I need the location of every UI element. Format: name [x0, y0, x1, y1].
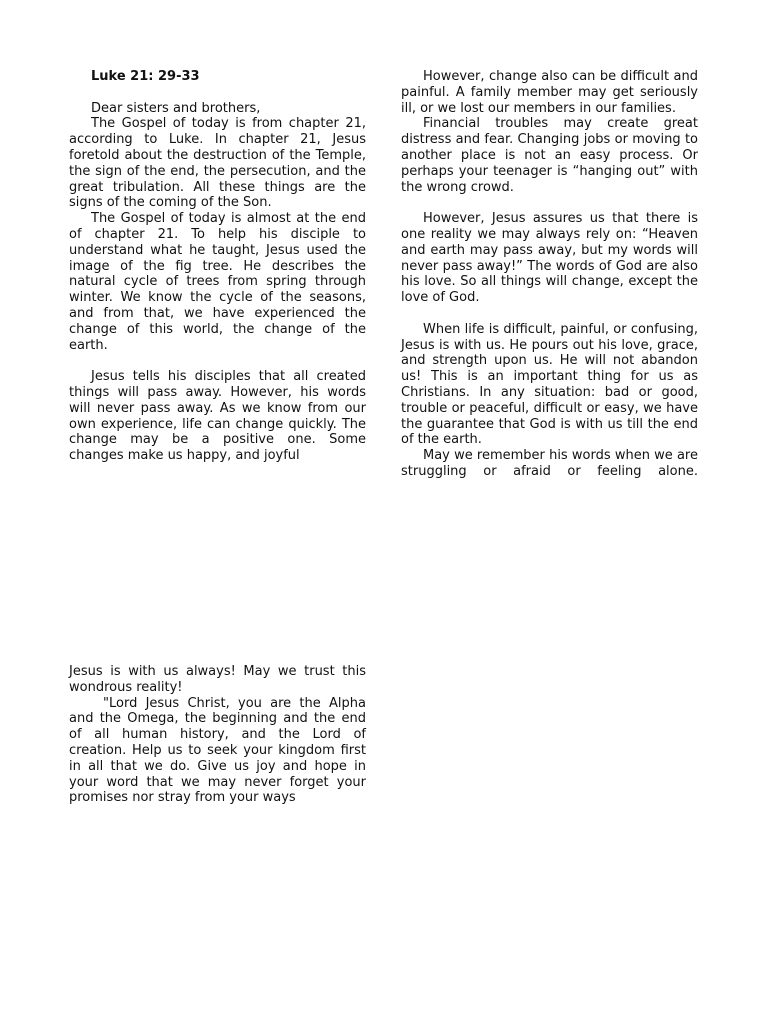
- paragraph-gospel-intro: The Gospel of today is from chapter 21, according to Luke. In chapter 21, Jesus foretold about the destruction of the Temple, the sign of the end, the persecution, and the great tribulation. All these things are the signs of the coming of the Son.: [69, 116, 366, 211]
- paragraph-change-difficult: However, change also can be difficult and painful. A family member may get seriously ill, or we lost our members in our families.: [401, 69, 698, 116]
- paragraph-pass-away: Jesus tells his disciples that all created things will pass away. However, his words will never pass away. As we know from our own experience, life can change quickly. The change may be a positive one. Some changes make us happy, and joyful: [69, 369, 366, 464]
- paragraph-jesus-with-us: When life is difficult, painful, or confusing, Jesus is with us. He pours out his love, grace, and strength upon us. He will not abandon us! This is an important thing for us as Christians. In any situation: bad or good, trouble or peaceful, difficult or easy, we have the guarantee that God is with us till the end of the earth.: [401, 321, 698, 448]
- paragraph-financial-troubles: Financial troubles may create great distress and fear. Changing jobs or moving to another place is not an easy process. Or perhaps your teenager is “hanging out” with the wrong crowd.: [401, 116, 698, 195]
- paragraph-fig-tree: The Gospel of today is almost at the end of chapter 21. To help his disciple to understand what he taught, Jesus used the image of the fig tree. He describes the natural cycle of trees from spring through winter. We know the cycle of the seasons, and from that, we have experienced the change of this world, the change of the earth.: [69, 211, 366, 353]
- paragraph-remember-words: May we remember his words when we are struggling or afraid or feeling alone.: [401, 448, 698, 479]
- closing-prayer: "Lord Jesus Christ, you are the Alpha and the Omega, the beginning and the end of all human history, and the Lord of creation. Help us to seek your kingdom first in all that we do. Give us joy and hope in your word that we may never forget your promises nor stray from your ways: [69, 695, 366, 806]
- paragraph-trust-reality: Jesus is with us always! May we trust this wondrous reality!: [69, 664, 366, 695]
- bottom-block: [69, 664, 366, 806]
- greeting: Dear sisters and brothers,: [91, 100, 261, 116]
- scripture-reference-title: Luke 21: 29-33: [91, 69, 200, 84]
- paragraph-jesus-assures: However, Jesus assures us that there is one reality we may always rely on: “Heaven and earth may pass away, but my words will never pass away!” The words of God are also his love. So all things will change, except the love of God.: [401, 211, 698, 306]
- right-column: [401, 69, 698, 480]
- left-column: [69, 69, 366, 464]
